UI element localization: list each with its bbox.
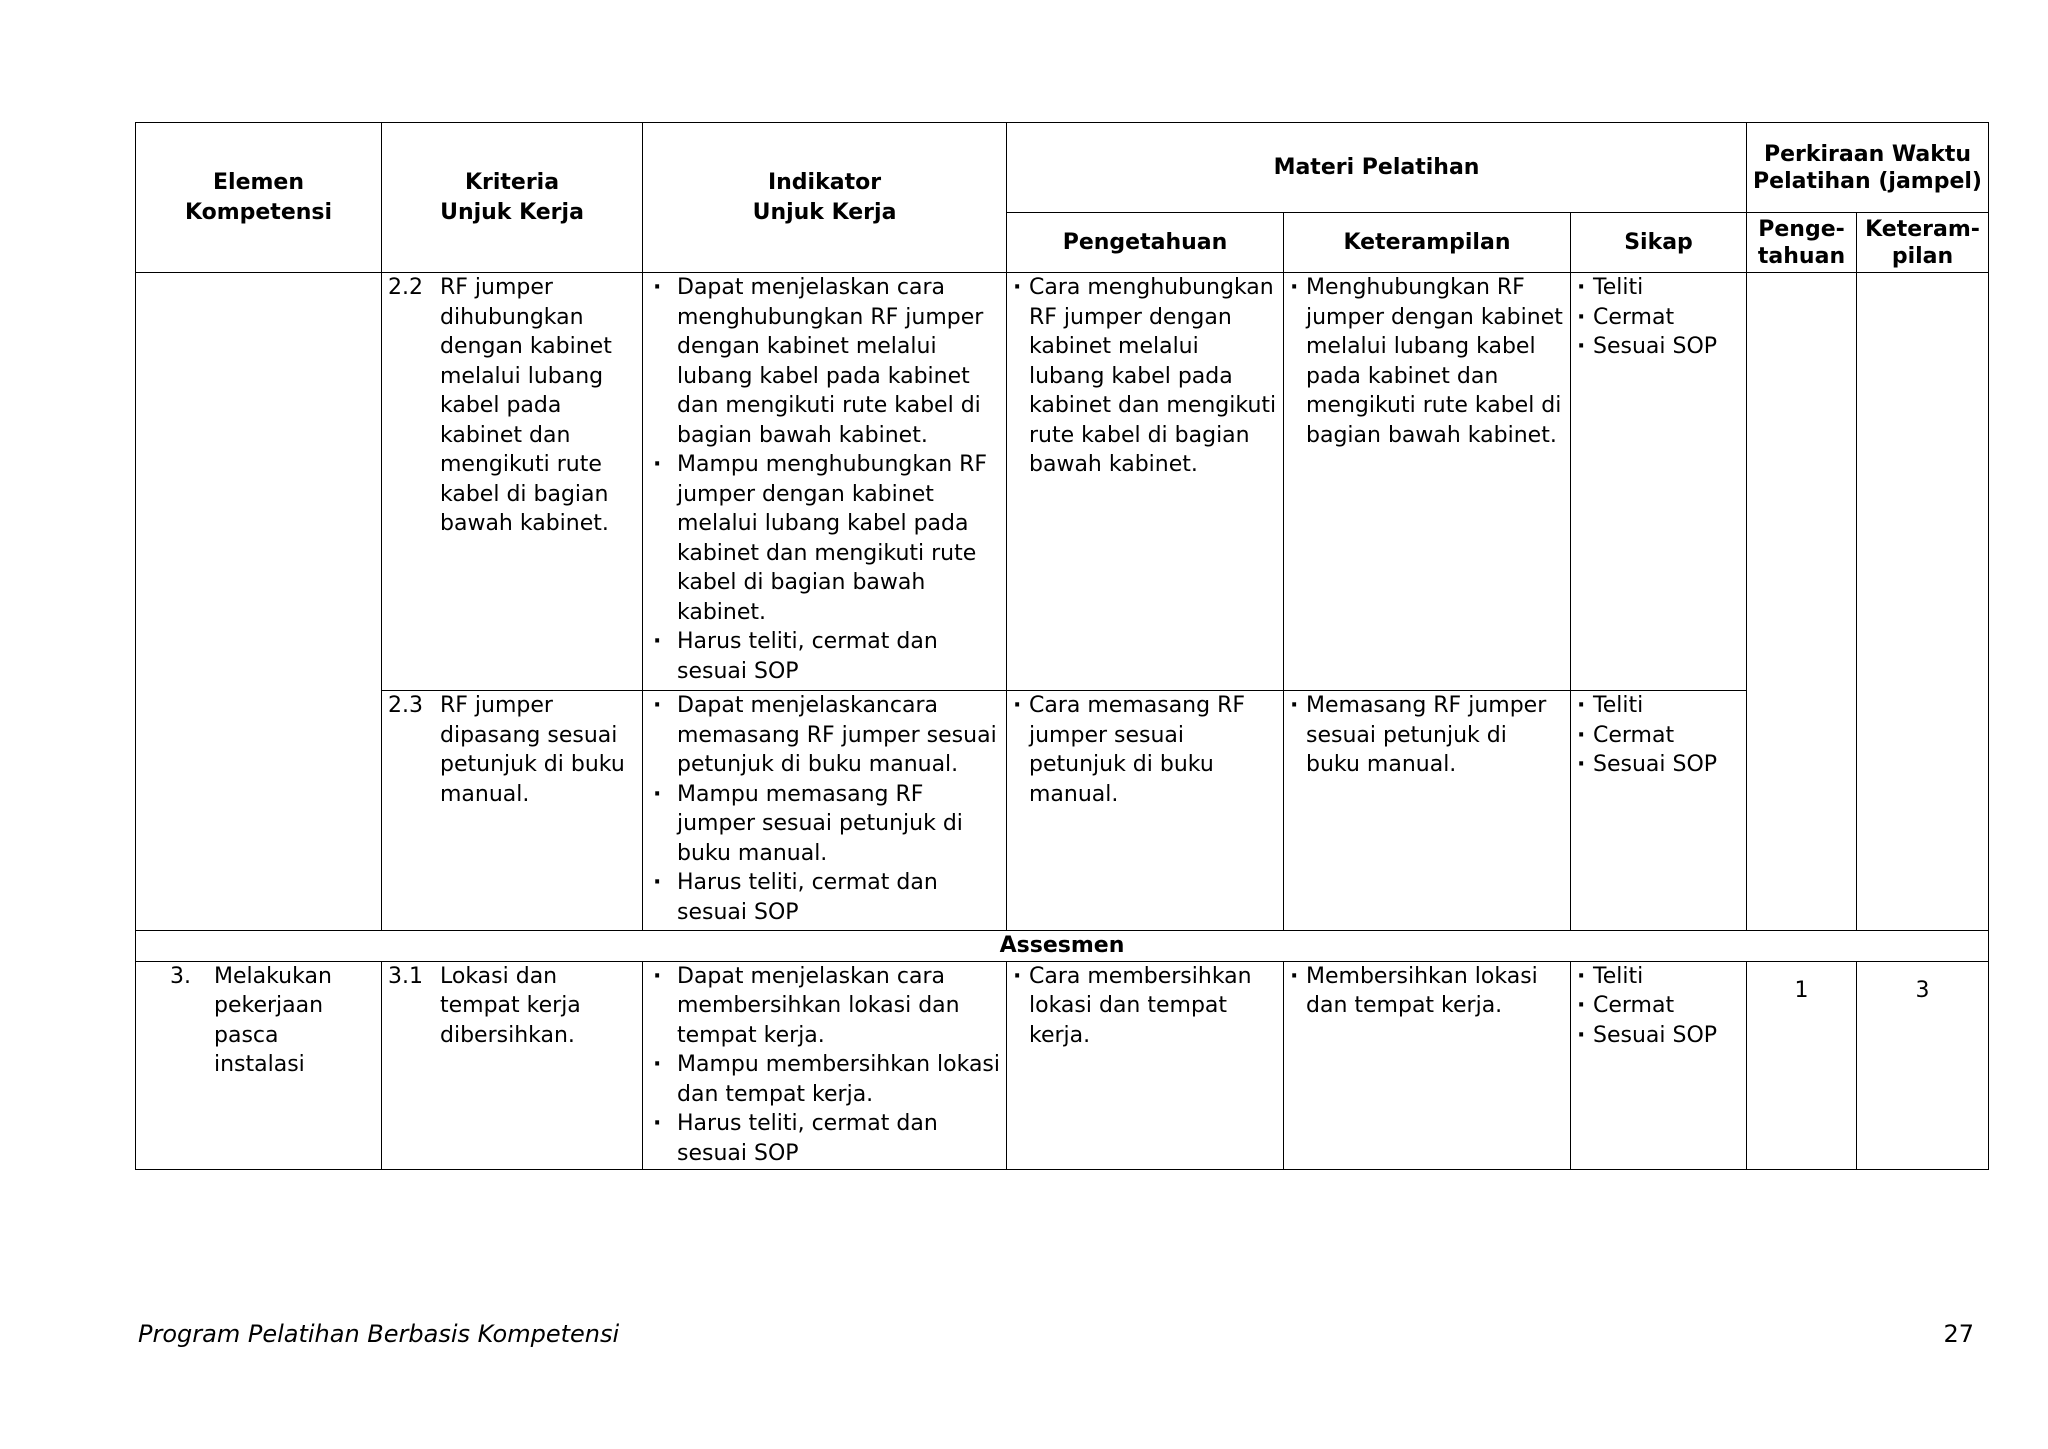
header-perkiraan: Perkiraan Waktu Pelatihan (jampel) [1747, 123, 1989, 213]
list-item: · Teliti [1577, 273, 1740, 303]
kuk-cell [382, 273, 643, 691]
elemen-cell [136, 961, 382, 1169]
elemen-number: 3. [170, 963, 191, 989]
header-pengetahuan: Pengetahuan [1007, 213, 1284, 273]
keterampilan-cell [1284, 691, 1571, 931]
table-row [136, 961, 1989, 1169]
header-sikap: Sikap [1571, 213, 1747, 273]
list-item: · Cara membersihkan lokasi dan tempat kerja. [1013, 962, 1277, 1051]
sikap-cell [1571, 961, 1747, 1169]
list-item: · Menghubungkan RF jumper dengan kabinet melalui lubang kabel pada kabinet dan mengikuti rute kabel di bagian bawah kabinet. [1290, 273, 1564, 450]
jampel-keterampilan: 3 [1857, 961, 1989, 1169]
assesmen-label: Assesmen [136, 931, 1989, 962]
list-item: · Sesuai SOP [1577, 332, 1740, 362]
list-item: · Teliti [1577, 691, 1740, 721]
list-item: · Cara menghubungkan RF jumper dengan kabinet melalui lubang kabel pada kabinet dan mengikuti rute kabel di bagian bawah kabinet. [1013, 273, 1277, 480]
keterampilan-cell [1284, 961, 1571, 1169]
header-penge-tahuan: Penge-tahuan [1747, 213, 1857, 273]
list-item: · Cermat [1577, 303, 1740, 333]
list-item: · Dapat menjelaskan cara menghubungkan RF jumper dengan kabinet melalui lubang kabel pada kabinet dan mengikuti rute kabel di bagian bawah kabinet. [649, 273, 1000, 450]
page-number: 27 [1943, 1320, 1974, 1348]
header-kriteria: Kriteria Unjuk Kerja [382, 123, 643, 273]
pengetahuan-cell [1007, 961, 1284, 1169]
kuk-number: 3.1 [388, 963, 423, 989]
assesmen-row [136, 931, 1989, 962]
sikap-cell [1571, 273, 1747, 691]
header-keteram-pilan: Keteram-pilan [1857, 213, 1989, 273]
pengetahuan-cell [1007, 691, 1284, 931]
indikator-cell [643, 691, 1007, 931]
header-keterampilan: Keterampilan [1284, 213, 1571, 273]
list-item: · Cara memasang RF jumper sesuai petunjuk di buku manual. [1013, 691, 1277, 809]
list-item: · Harus teliti, cermat dan sesuai SOP [649, 627, 1000, 686]
list-item: · Cermat [1577, 721, 1740, 751]
list-item: · Dapat menjelaskancara memasang RF jumper sesuai petunjuk di buku manual. [649, 691, 1000, 780]
list-item: · Dapat menjelaskan cara membersihkan lokasi dan tempat kerja. [649, 962, 1000, 1051]
sikap-cell [1571, 691, 1747, 931]
footer-title: Program Pelatihan Berbasis Kompetensi [138, 1320, 620, 1348]
list-item: · Membersihkan lokasi dan tempat kerja. [1290, 962, 1564, 1021]
table-row [136, 691, 1989, 931]
competency-table [135, 122, 1989, 1170]
jampel-pengetahuan-empty [1747, 273, 1857, 931]
list-item: · Mampu membersihkan lokasi dan tempat kerja. [649, 1050, 1000, 1109]
kuk-cell [382, 961, 643, 1169]
kuk-text: RF jumper dihubungkan dengan kabinet melalui lubang kabel pada kabinet dan mengikuti rute kabel di bagian bawah kabinet. [440, 275, 612, 536]
pengetahuan-cell [1007, 273, 1284, 691]
header-materi: Materi Pelatihan [1007, 123, 1747, 213]
keterampilan-cell [1284, 273, 1571, 691]
indikator-cell [643, 961, 1007, 1169]
elemen-cell-empty [136, 273, 382, 931]
list-item: · Sesuai SOP [1577, 1021, 1740, 1051]
kuk-cell [382, 691, 643, 931]
elemen-text: Melakukan pekerjaan pasca instalasi [214, 963, 332, 1077]
list-item: · Teliti [1577, 962, 1740, 992]
list-item: · Harus teliti, cermat dan sesuai SOP [649, 868, 1000, 927]
kuk-number: 2.2 [388, 275, 423, 300]
list-item: · Mampu memasang RF jumper sesuai petunjuk di buku manual. [649, 780, 1000, 869]
list-item: · Cermat [1577, 991, 1740, 1021]
list-item: · Sesuai SOP [1577, 750, 1740, 780]
header-elemen: Elemen Kompetensi [136, 123, 382, 273]
list-item: · Memasang RF jumper sesuai petunjuk di buku manual. [1290, 691, 1564, 780]
list-item: · Mampu menghubungkan RF jumper dengan kabinet melalui lubang kabel pada kabinet dan mengikuti rute kabel di bagian bawah kabinet. [649, 450, 1000, 627]
jampel-keterampilan-empty [1857, 273, 1989, 931]
kuk-text: Lokasi dan tempat kerja dibersihkan. [440, 963, 581, 1048]
kuk-number: 2.3 [388, 693, 423, 718]
header-indikator: Indikator Unjuk Kerja [643, 123, 1007, 273]
kuk-text: RF jumper dipasang sesuai petunjuk di buku manual. [440, 693, 625, 807]
list-item: · Harus teliti, cermat dan sesuai SOP [649, 1109, 1000, 1168]
jampel-pengetahuan: 1 [1747, 961, 1857, 1169]
indikator-cell [643, 273, 1007, 691]
table-row [136, 273, 1989, 691]
